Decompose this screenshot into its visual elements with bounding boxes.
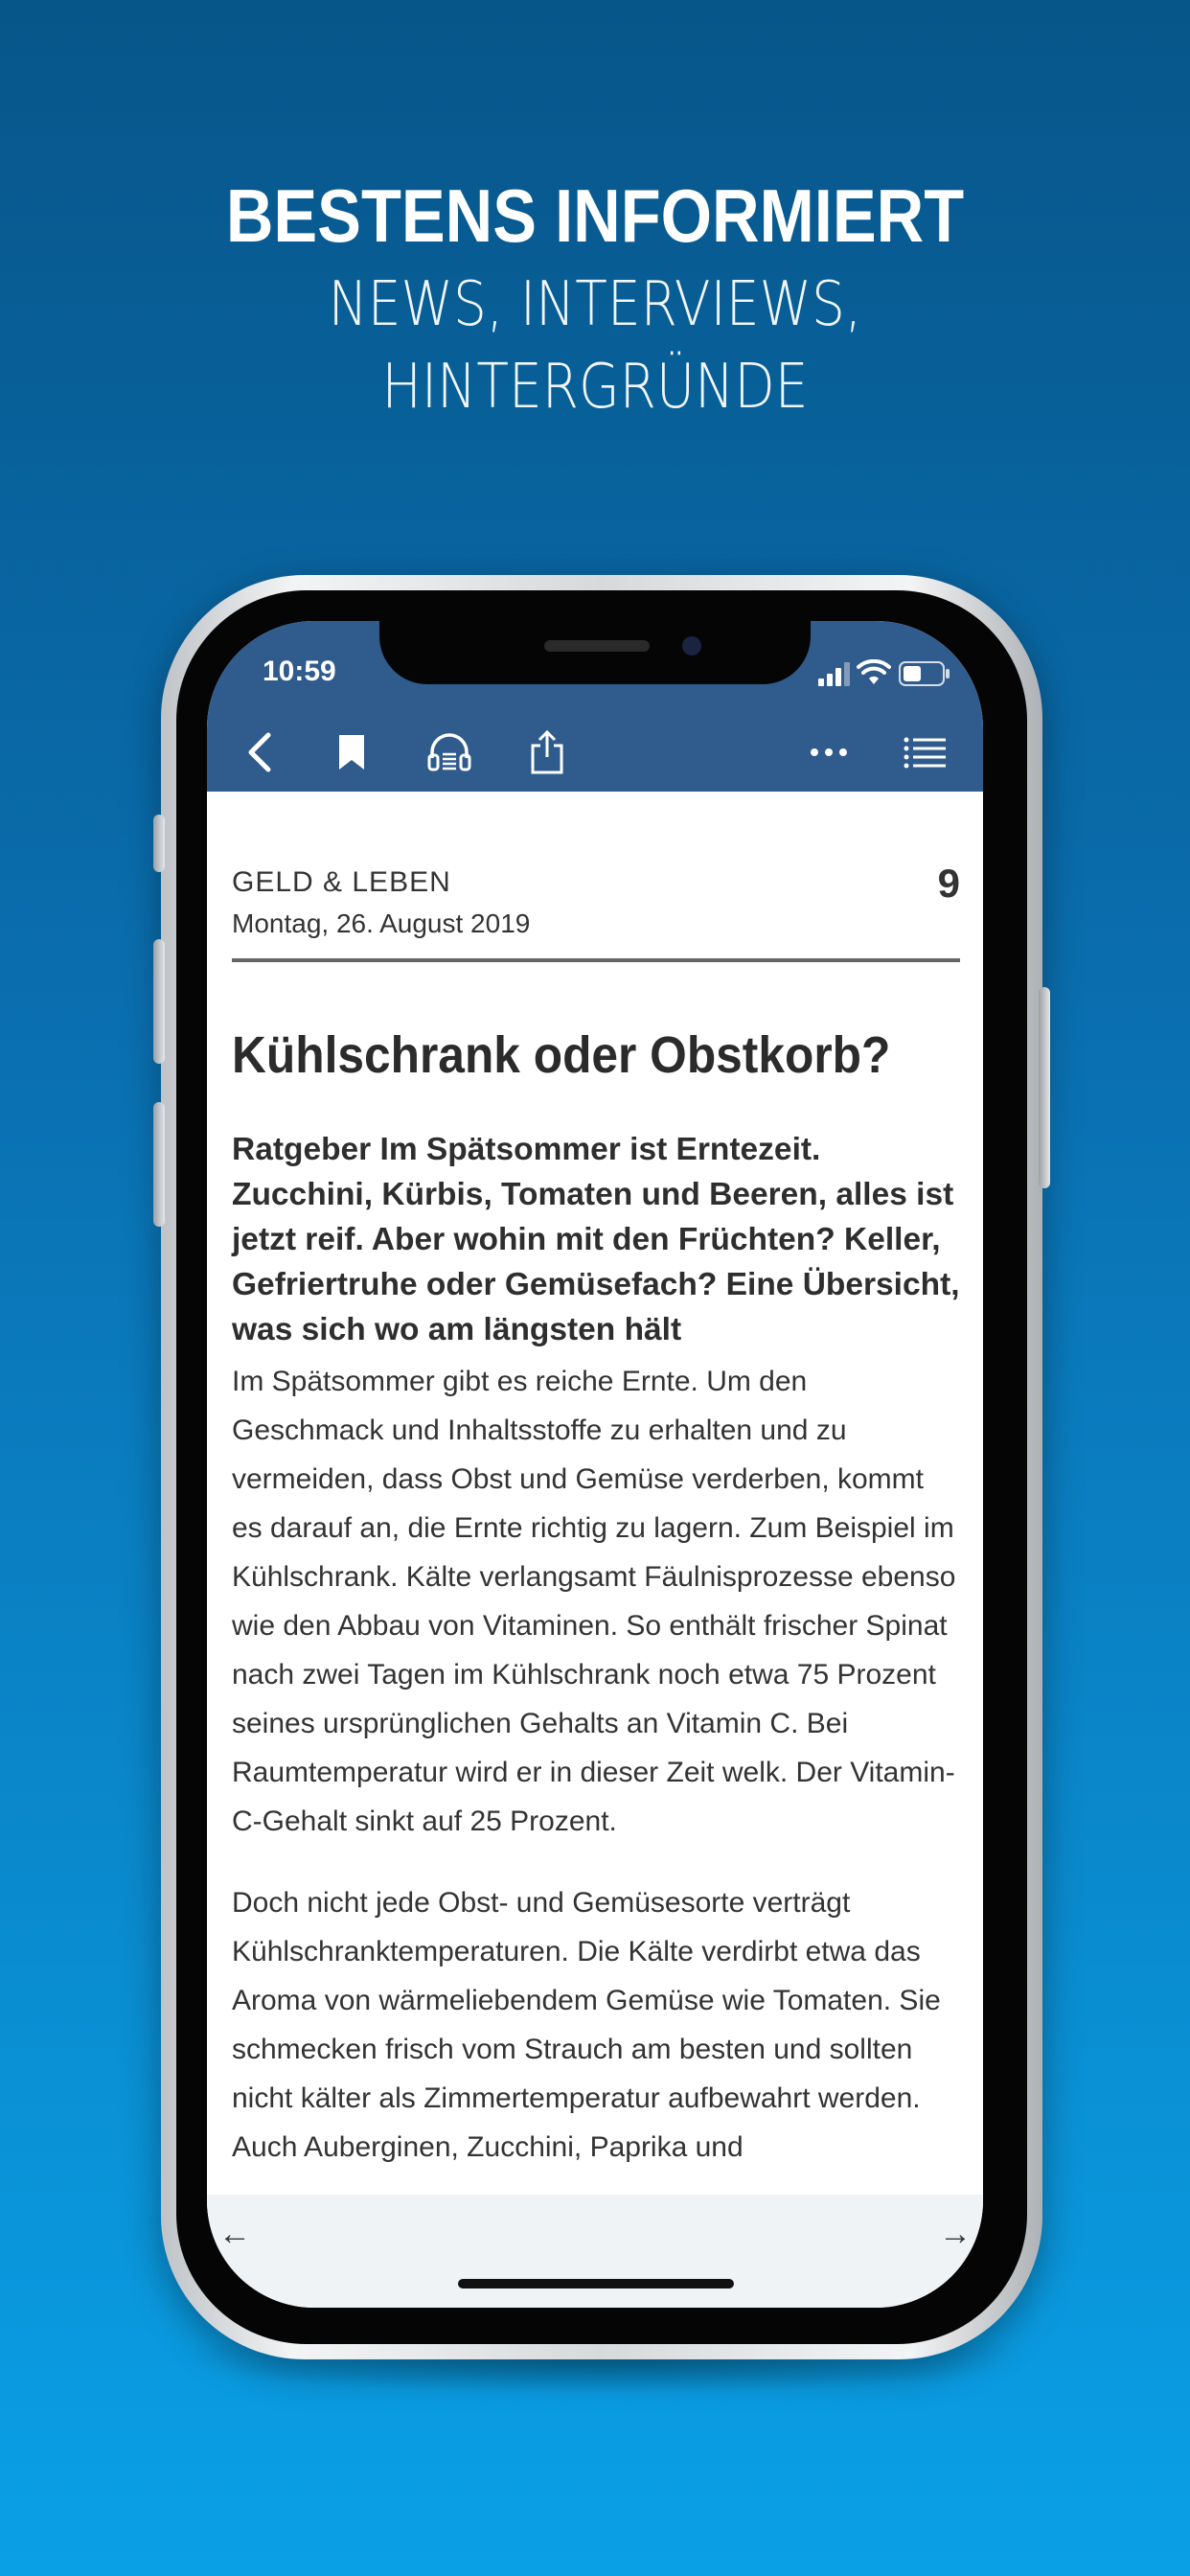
promo-title: BESTENS INFORMIERT <box>225 173 965 258</box>
phone-power-button <box>1039 987 1050 1188</box>
page-navigation-bar <box>207 2195 983 2308</box>
phone-volume-down <box>153 1102 165 1227</box>
article-content <box>232 792 960 2163</box>
earpiece-speaker <box>544 640 650 652</box>
article-header <box>232 861 960 953</box>
share-icon[interactable] <box>514 713 581 792</box>
promo-headline <box>0 172 1190 428</box>
promo-subtitle-line1: NEWS, INTERVIEWS, <box>328 269 862 340</box>
wifi-icon <box>857 659 891 691</box>
next-page-arrow-icon[interactable]: → <box>939 2216 972 2252</box>
back-icon[interactable] <box>226 713 293 792</box>
list-icon[interactable] <box>891 713 958 792</box>
page-number: 9 <box>937 861 960 906</box>
promo-subtitle-line2: HINTERGRÜNDE <box>381 352 809 423</box>
battery-icon <box>899 661 950 691</box>
reader-toolbar <box>207 713 983 792</box>
phone-notch <box>379 621 811 684</box>
status-time: 10:59 <box>263 656 336 687</box>
article-section: GELD & LEBEN <box>232 866 451 898</box>
front-camera <box>682 636 701 656</box>
header-divider <box>232 958 960 962</box>
home-indicator[interactable] <box>458 2279 734 2288</box>
more-icon[interactable] <box>795 713 862 792</box>
phone-volume-up <box>153 939 165 1064</box>
cellular-signal-icon <box>818 661 851 691</box>
article-lead: Ratgeber Im Spätsommer ist Erntezeit. Zucchini, Kürbis, Tomaten und Beeren, alles ist jetzt reif. Aber wohin mit den Früchten? Keller, Gefriertruhe oder Gemüsefach? Eine Übersicht, was sich wo am längsten hält <box>232 1132 960 1347</box>
article-paragraph: Doch nicht jede Obst- und Gemüsesorte verträgt Kühlschranktemperaturen. Die Kälte verdirbt etwa das Aroma von wärmeliebendem Gemüse wie Tomaten. Sie schmecken frisch vom Strauch am besten und sollten nicht kälter als Zimmertemperatur aufbewahrt werden. Auch Auberginen, Zucchini, Paprika und <box>232 1887 941 2163</box>
article-title: Kühlschrank oder Obstkorb? <box>232 1026 891 1084</box>
previous-page-arrow-icon[interactable]: ← <box>218 2216 251 2252</box>
audio-headphones-icon[interactable] <box>416 713 483 792</box>
phone-mute-switch <box>153 815 165 872</box>
article-date: Montag, 26. August 2019 <box>232 908 531 938</box>
bookmark-icon[interactable] <box>318 713 385 792</box>
phone-screen <box>207 621 983 2308</box>
status-bar <box>207 621 983 792</box>
article-paragraph: Im Spätsommer gibt es reiche Ernte. Um den Geschmack und Inhaltsstoffe zu erhalten und zu vermeiden, dass Obst und Gemüse verderben, kommt es darauf an, die Ernte richtig zu lagern. Zum Beispiel im Kühlschrank. Kälte verlangsamt Fäulnisprozesse ebenso wie den Abbau von Vitaminen. So enthält frischer Spinat nach zwei Tagen im Kühlschrank noch etwa 75 Prozent seines ursprünglichen Gehalts an Vitamin C. Bei Raumtemperatur wird er in dieser Zeit welk. Der Vitamin-C-Gehalt sinkt auf 25 Prozent. <box>232 1366 956 1837</box>
